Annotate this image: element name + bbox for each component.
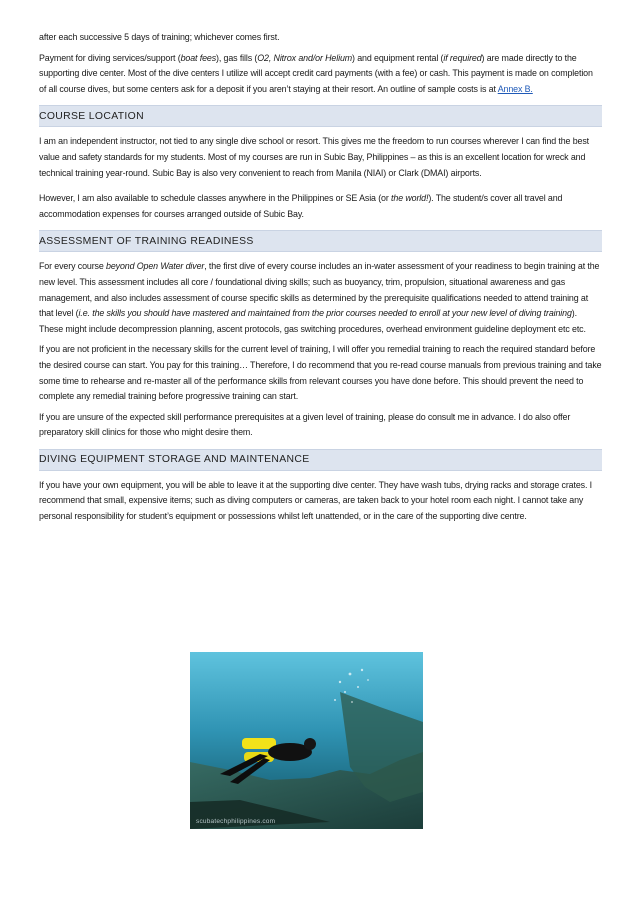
text-em: the world! bbox=[391, 193, 429, 204]
paragraph-location: I am an independent instructor, not tied to any single dive school or resort. This gives me the freedom to run courses wherever I can find the best value and safety standards for my students. Most of my courses are run in Subic Bay, Philippines – as this is an excellent location for wreck and technical training year-round. Subic Bay is also very convenient to reach from Manila (NIAI) or Clark (DMAI) airports. bbox=[39, 136, 590, 178]
text-run: However, I am also available to schedule classes anywhere in the Philippines or SE Asia (or bbox=[39, 193, 392, 204]
text-em: O2, Nitrox and/or Helium bbox=[257, 52, 353, 63]
section-heading-assessment bbox=[39, 230, 602, 252]
photo-watermark: scubatechphilippines.com bbox=[196, 818, 276, 825]
paragraph-continued: after each successive 5 days of training; whichever comes first. bbox=[39, 32, 280, 42]
text-run: , the first dive of every course includes an in-water assessment of your readiness to begin training at the new level. This assessment includes all core / foundational diving skills; such as buoyancy, trim, propulsion, situational awareness and gas management, and also includes assessment of course specific skills as determined by the prerequisite qualifications needed to attend training at that level ( bbox=[39, 261, 600, 319]
section-heading-equipment bbox=[39, 449, 602, 471]
text-em: if required bbox=[443, 52, 482, 63]
text-em: beyond Open Water diver bbox=[106, 261, 205, 272]
text-run: ). These might include decompression planning, ascent protocols, gas switching procedures, overhead environment guideline deployment etc etc. bbox=[39, 308, 586, 334]
text-run: ) and equipment rental ( bbox=[352, 52, 444, 63]
annex-b-link[interactable]: Annex B. bbox=[497, 83, 533, 94]
document-page bbox=[39, 30, 602, 525]
section-title: ASSESSMENT OF TRAINING READINESS bbox=[39, 235, 254, 247]
text-run: For every course bbox=[39, 261, 107, 272]
text-run: ). The student/s cover all travel and accommodation expenses for courses arranged outside of Subic Bay. bbox=[39, 193, 563, 219]
section-title: DIVING EQUIPMENT STORAGE AND MAINTENANCE bbox=[39, 454, 310, 466]
text-em: i.e. the skills you should have mastered and maintained from the prior courses needed to enroll at your new level of diving training bbox=[78, 308, 572, 319]
text-run: ) are made directly to the supporting dive center. Most of the dive centers I utilize will accept credit card payments (with a fee) or cash. This payment is made on completion of all course dives, but some centers ask for a deposit if you aren’t staying at their resort. An outline of sample costs is at bbox=[39, 52, 593, 94]
paragraph-remedial: If you are not proficient in the necessary skills for the current level of training, I will offer you remedial training to reach the required standard before the desired course can start. You pay for this training… Therefore, I do recommend that you re-read course manuals from previous training and take some time to rehearse and re-master all of the performance skills from relevant courses you have done before. This should prevent the need to complete any remedial training before progressive training can start. bbox=[39, 344, 602, 402]
paragraph-elsewhere bbox=[39, 191, 602, 222]
diver-illustration bbox=[190, 652, 423, 829]
paragraph-equipment: If you have your own equipment, you will be able to leave it at the supporting dive center. They have wash tubs, drying racks and storage crates. I recommend that small, expensive items; such as diving computers or cameras, are taken back to your hotel room each night. I cannot take any personal responsibility for student’s equipment or possessions whilst left unattended, or in the care of the supporting dive centre. bbox=[39, 479, 592, 522]
paragraph-assessment bbox=[39, 259, 602, 337]
paragraph-payment bbox=[39, 51, 602, 98]
diver-photo bbox=[190, 652, 423, 829]
section-title: COURSE LOCATION bbox=[39, 110, 144, 122]
text-em: boat fees bbox=[180, 52, 217, 63]
section-heading-course-location bbox=[39, 105, 602, 127]
text-run: ), gas fills ( bbox=[216, 52, 258, 63]
text-run: Payment for diving services/support ( bbox=[39, 52, 181, 63]
paragraph-prerequisites: If you are unsure of the expected skill performance prerequisites at a given level of training, please do consult me in advance. I do also offer preparatory skill clinics for those who might desire them. bbox=[39, 411, 571, 438]
